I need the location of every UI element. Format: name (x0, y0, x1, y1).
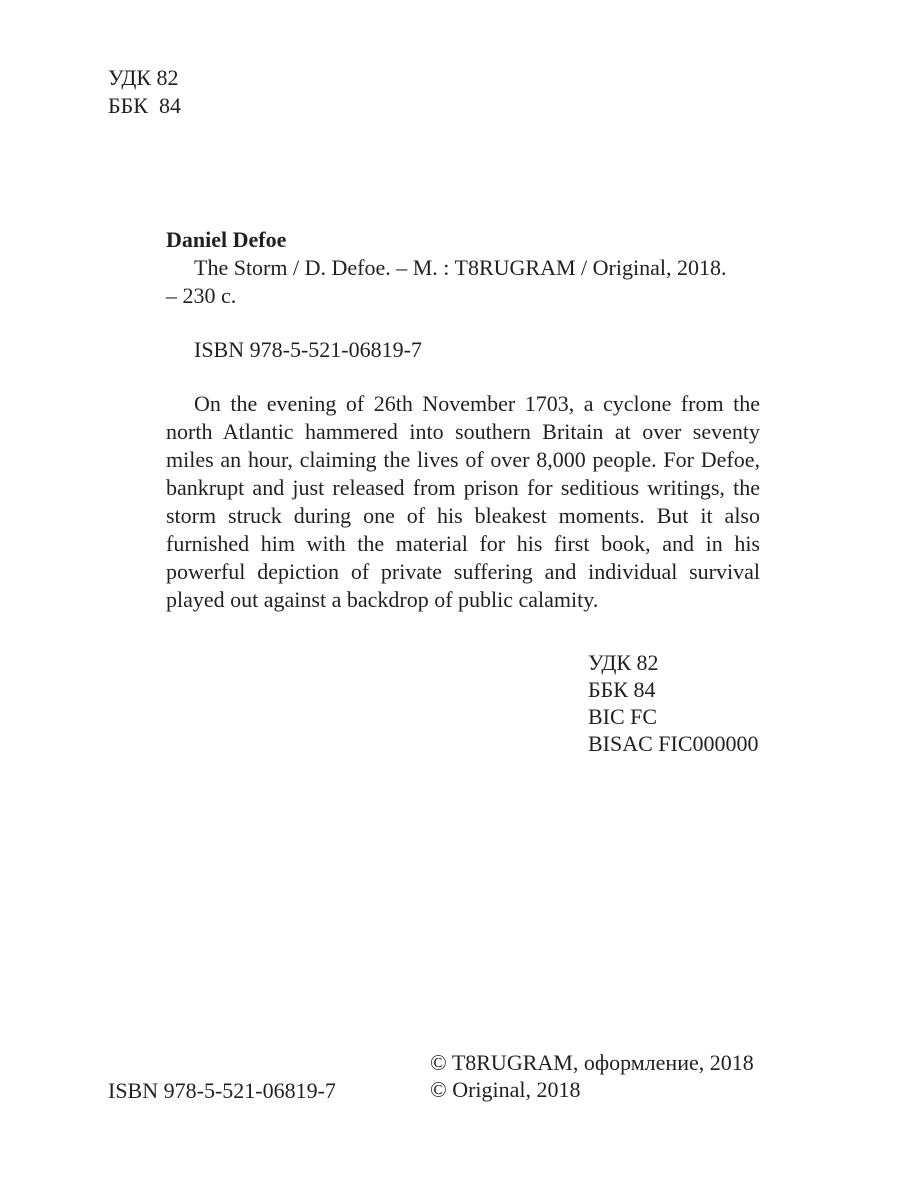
title-entry: The Storm / D. Defoe. – M. : T8RUGRAM / Original, 2018. (194, 255, 727, 280)
header-codes (108, 64, 181, 120)
class-bbk: ББК 84 (588, 677, 656, 702)
author-name: Daniel Defoe (166, 227, 287, 252)
copyright-publisher: © T8RUGRAM, оформление, 2018 (430, 1050, 754, 1075)
classification-codes (588, 649, 759, 757)
class-bisac: BISAC FIC000000 (588, 731, 759, 756)
class-bic: BIC FC (588, 704, 658, 729)
annotation-paragraph: On the evening of 26th November 1703, a cyclone from the north Atlantic hammered into southern Britain at over seventy miles an hour, claiming the lives of over 8,000 people. For Defoe, bankrupt and just released from prison for seditious writings, the storm struck during one of his bleakest moments. But it also furnished him with the material for his first book, and in his powerful depiction of private suffering and individual survival played out against a backdrop of public calamity. (166, 391, 760, 612)
class-udk: УДК 82 (588, 650, 659, 675)
footer-isbn: ISBN 978-5-521-06819-7 (108, 1078, 336, 1103)
bibliographic-record (166, 226, 760, 614)
page-count: – 230 c. (166, 283, 237, 308)
header-udk: УДК 82 (108, 65, 179, 90)
copyright-block (430, 1049, 754, 1103)
copyright-original: © Original, 2018 (430, 1077, 581, 1102)
header-bbk: ББК 84 (108, 93, 181, 118)
record-isbn: ISBN 978-5-521-06819-7 (194, 337, 422, 362)
